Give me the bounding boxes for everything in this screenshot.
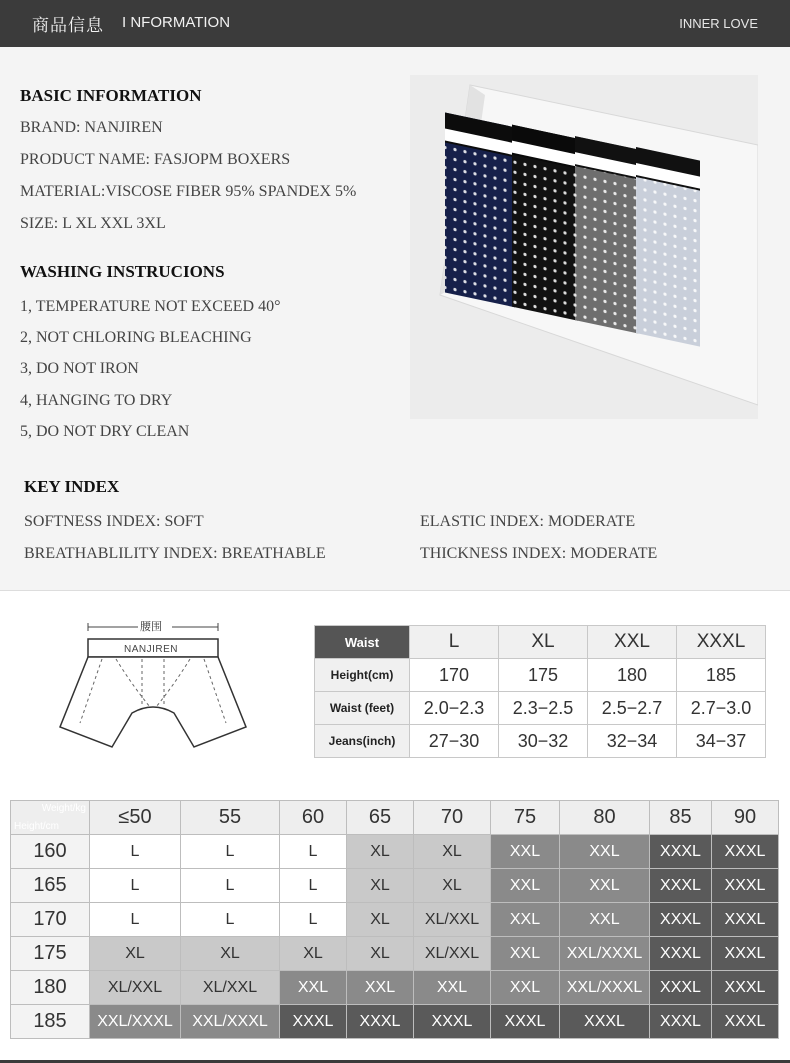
size-header: XXXL [677,626,766,659]
size-header: L [410,626,499,659]
table-corner [11,801,90,835]
height-axis-label: Height/cm [14,821,60,832]
row-label: Jeans(inch) [315,725,410,758]
table-cell: 175 [499,659,588,692]
row-label: Waist (feet) [315,692,410,725]
size-cell: XXL/XXXL [560,937,650,971]
size-cell: XXXL [347,1005,414,1039]
size-cell: XXXL [712,971,779,1005]
material-line: MATERIAL:VISCOSE FIBER 95% SPANDEX 5% [20,183,357,200]
weight-header: 55 [181,801,280,835]
size-cell: XXL [414,971,491,1005]
basic-heading: BASIC INFORMATION [20,86,202,105]
weight-header: 90 [712,801,779,835]
table-cell: 2.5−2.7 [588,692,677,725]
thickness-index: THICKNESS INDEX: MODERATE [420,545,658,562]
washing-heading: WASHING INSTRUCIONS [20,262,225,281]
size-cell: XL [181,937,280,971]
height-header: 165 [11,869,90,903]
table-cell: 2.7−3.0 [677,692,766,725]
size-cell: XXL [280,971,347,1005]
table-row [11,903,779,937]
size-cell: XXL [560,835,650,869]
size-cell: XXXL [650,835,712,869]
size-cell: XL [347,869,414,903]
size-cell: XL [347,835,414,869]
table-cell: 180 [588,659,677,692]
weight-header: 65 [347,801,414,835]
size-cell: XXXL [650,869,712,903]
washing-item: 5, DO NOT DRY CLEAN [20,423,190,440]
waist-label: 腰围 [140,620,162,633]
size-cell: XL [414,835,491,869]
boxers-box-illustration [410,75,758,419]
table-row [315,725,766,758]
softness-index: SOFTNESS INDEX: SOFT [24,513,204,530]
size-cell: L [181,869,280,903]
section-divider [0,590,790,591]
size-line: SIZE: L XL XXL 3XL [20,215,166,232]
size-cell: XXL/XXXL [181,1005,280,1039]
size-cell: XL/XXL [414,937,491,971]
elastic-index: ELASTIC INDEX: MODERATE [420,513,636,530]
table-row [315,692,766,725]
size-cell: XXXL [650,937,712,971]
size-cell: XXL [491,937,560,971]
size-cell: XXL [491,835,560,869]
size-cell: L [90,835,181,869]
weight-height-table [10,800,779,1039]
table-cell: 170 [410,659,499,692]
table-row [11,835,779,869]
washing-item: 3, DO NOT IRON [20,360,139,377]
size-cell: L [280,903,347,937]
size-cell: XXL/XXXL [560,971,650,1005]
table-cell: 30−32 [499,725,588,758]
size-cell: XL [347,937,414,971]
table-row [315,659,766,692]
size-cell: XXXL [650,1005,712,1039]
size-cell: XXXL [712,937,779,971]
size-cell: L [90,903,181,937]
table-row [11,1005,779,1039]
brand-line: BRAND: NANJIREN [20,119,163,136]
size-cell: L [280,835,347,869]
size-cell: XXXL [491,1005,560,1039]
size-cell: XXL [491,971,560,1005]
row-label: Height(cm) [315,659,410,692]
size-cell: XL [414,869,491,903]
size-cell: XXXL [712,1005,779,1039]
size-cell: XL/XXL [414,903,491,937]
table-cell: 2.0−2.3 [410,692,499,725]
product-line: PRODUCT NAME: FASJOPM BOXERS [20,151,291,168]
table-row [11,971,779,1005]
size-cell: XL [90,937,181,971]
size-cell: XXL/XXXL [90,1005,181,1039]
weight-header: 70 [414,801,491,835]
size-cell: XXXL [650,971,712,1005]
weight-header: 80 [560,801,650,835]
size-cell: XXXL [414,1005,491,1039]
table-row [11,937,779,971]
weight-header: 75 [491,801,560,835]
size-header: XL [499,626,588,659]
size-cell: L [181,903,280,937]
size-cell: XXL [491,869,560,903]
height-header: 170 [11,903,90,937]
size-table-corner: Waist [315,626,410,659]
size-cell: XXXL [712,869,779,903]
size-cell: XXL [560,903,650,937]
size-cell: XL/XXL [90,971,181,1005]
size-cell: XXL [491,903,560,937]
key-index-heading: KEY INDEX [24,477,120,496]
header-title-en: I NFORMATION [122,14,231,31]
weight-header: 85 [650,801,712,835]
size-cell: XXL [560,869,650,903]
boxer-diagram [50,615,260,775]
height-header: 175 [11,937,90,971]
table-cell: 34−37 [677,725,766,758]
weight-header: 60 [280,801,347,835]
size-cell: XXXL [712,903,779,937]
breathability-index: BREATHABLILITY INDEX: BREATHABLE [24,545,326,562]
height-header: 180 [11,971,90,1005]
table-cell: 27−30 [410,725,499,758]
height-header: 160 [11,835,90,869]
size-cell: XXXL [560,1005,650,1039]
weight-header: ≤50 [90,801,181,835]
table-cell: 185 [677,659,766,692]
size-cell: XL [280,937,347,971]
size-cell: XXXL [280,1005,347,1039]
size-cell: XL [347,903,414,937]
size-cell: XXXL [712,835,779,869]
size-cell: L [280,869,347,903]
weight-axis-label: Weight/kg [41,803,86,814]
header-title-cn: 商品信息 [32,16,104,36]
product-photo [410,75,758,419]
size-cell: XXL [347,971,414,1005]
height-header: 185 [11,1005,90,1039]
size-cell: L [90,869,181,903]
size-table [314,625,766,758]
table-row [11,869,779,903]
size-cell: XL/XXL [181,971,280,1005]
table-cell: 2.3−2.5 [499,692,588,725]
washing-item: 4, HANGING TO DRY [20,392,173,409]
header-brand: INNER LOVE [679,16,758,31]
washing-item: 2, NOT CHLORING BLEACHING [20,329,252,346]
header-bar [0,0,790,47]
table-cell: 32−34 [588,725,677,758]
size-header: XXL [588,626,677,659]
band-brand-label: NANJIREN [124,644,179,655]
washing-item: 1, TEMPERATURE NOT EXCEED 40° [20,298,281,315]
size-cell: L [181,835,280,869]
size-cell: XXXL [650,903,712,937]
